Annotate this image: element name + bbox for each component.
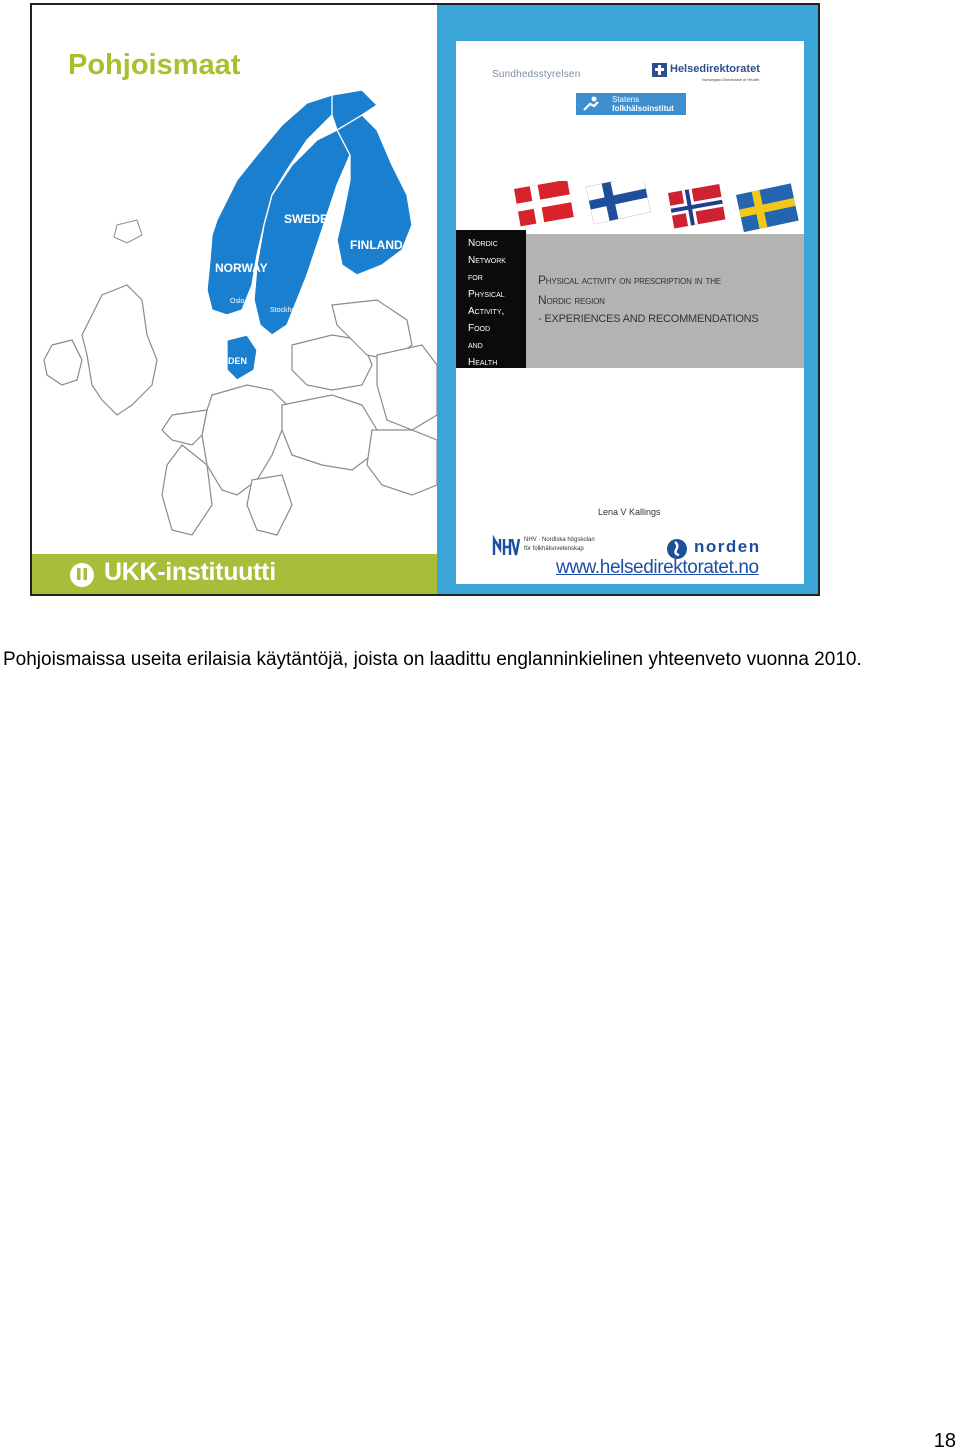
sweden-flag	[736, 183, 799, 232]
nordic-line: Activity,	[468, 306, 505, 317]
folkhalsoinstitut-logo	[576, 93, 686, 115]
nordic-map	[32, 85, 437, 555]
finland-flag	[586, 181, 651, 224]
report-subtitle: - EXPERIENCES AND RECOMMENDATIONS	[538, 313, 759, 325]
report-title-line1: Physical activity on prescription in the	[538, 273, 721, 287]
map-label-sweden: SWEDEN	[284, 212, 337, 226]
map-label-norway: NORWAY	[215, 261, 268, 275]
nhv-icon	[492, 535, 520, 557]
report-title-line2: Nordic region	[538, 293, 605, 307]
person-running-icon	[580, 96, 602, 112]
helsedirektoratet-text: Helsedirektoratet	[670, 63, 760, 75]
map-label-helsinki: Helsinki	[352, 275, 377, 282]
nordic-flags	[508, 181, 808, 251]
denmark-flag	[514, 181, 574, 226]
nordic-line: for	[468, 272, 483, 283]
slide-image	[30, 3, 820, 596]
norden-text: norden	[694, 537, 761, 556]
report-cover	[456, 41, 804, 584]
nordic-line: Network	[468, 255, 506, 266]
report-author: Lena V Kallings	[598, 507, 661, 517]
slide-left-panel	[32, 5, 437, 594]
nordic-line: Food	[468, 323, 491, 334]
nhv-line2: för folkhälsovetenskap	[524, 546, 584, 552]
nordic-line: and	[468, 340, 483, 351]
nordic-line: Health	[468, 357, 498, 368]
report-cover-frame	[437, 5, 820, 594]
nordic-line: Nordic	[468, 238, 498, 249]
map-label-stockholm: Stockholm	[270, 307, 303, 314]
caption: Pohjoismaissa useita erilaisia käytäntöjä, joista on laadittu englanninkielinen yhteenveto vuonna 2010.	[3, 649, 862, 670]
fhi-line1: Statens	[612, 95, 640, 104]
norway-flag	[668, 184, 725, 228]
sundhedsstyrelsen-logo: Sundhedsstyrelsen	[492, 69, 581, 80]
slide-title: Pohjoismaat	[68, 49, 241, 81]
page-number: 18	[933, 1430, 956, 1452]
map-label-oslo: Oslo	[230, 298, 245, 305]
helsedirektoratet-link[interactable]: www.helsedirektoratet.no	[556, 557, 759, 578]
map-label-finland: FINLAND	[350, 238, 403, 252]
fhi-line2: folkhälsoinstitut	[612, 104, 674, 113]
helsedirektoratet-subtext: Norwegian Directorate of Health	[702, 77, 759, 82]
map-label-denmark: DEN	[228, 356, 248, 366]
ukk-brand: UKK-instituutti	[104, 558, 276, 586]
ukk-logo-icon	[68, 561, 96, 589]
nhv-logo	[492, 535, 595, 562]
nhv-line1: NHV · Nordiska högskolan	[524, 537, 595, 543]
helsedirektoratet-icon	[652, 63, 667, 77]
nordic-line: Physical	[468, 289, 505, 300]
